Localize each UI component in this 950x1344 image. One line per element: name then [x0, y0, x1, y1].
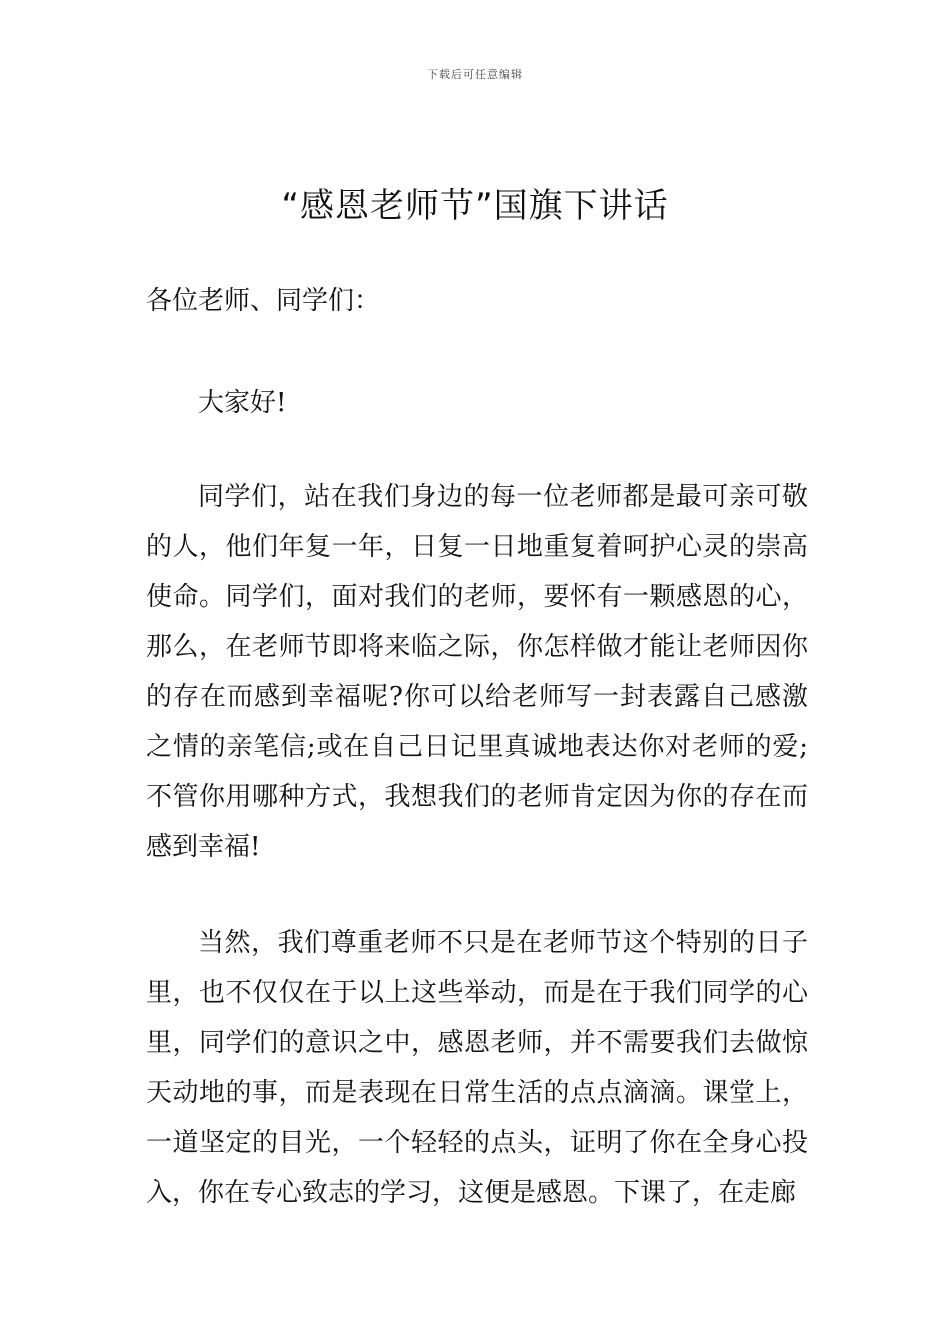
paragraph-3: 当然，我们尊重老师不只是在老师节这个特别的日子里，也不仅仅在于以上这些举动，而是在于我们同学的心里，同学们的意识之中，感恩老师，并不需要我们去做惊天动地的事，而是表现在日常生活的点点滴滴。课堂上，一道坚定的目光，一个轻轻的点头，证明了你在全身心投入，你在专心致志的学习，这便是感恩。下课了，在走廊: [146, 928, 808, 1208]
paragraph-2: 同学们，站在我们身边的每一位老师都是最可亲可敬的人，他们年复一年，日复一日地重复着呵护心灵的崇高使命。同学们，面对我们的老师，要怀有一颗感恩的心，那么，在老师节即将来临之际，你怎样做才能让老师因你的存在而感到幸福呢?你可以给老师写一封表露自己感激之情的亲笔信;或在自己日记里真诚地表达你对老师的爱;不管你用哪种方式，我想我们的老师肯定因为你的存在而感到幸福!: [146, 482, 808, 862]
header-note: 下载后可任意编辑: [427, 68, 523, 81]
greeting: 各位老师、同学们：: [146, 286, 381, 316]
paragraph-1: 大家好!: [198, 388, 287, 418]
page-title: “感恩老师节”国旗下讲话: [281, 186, 669, 226]
